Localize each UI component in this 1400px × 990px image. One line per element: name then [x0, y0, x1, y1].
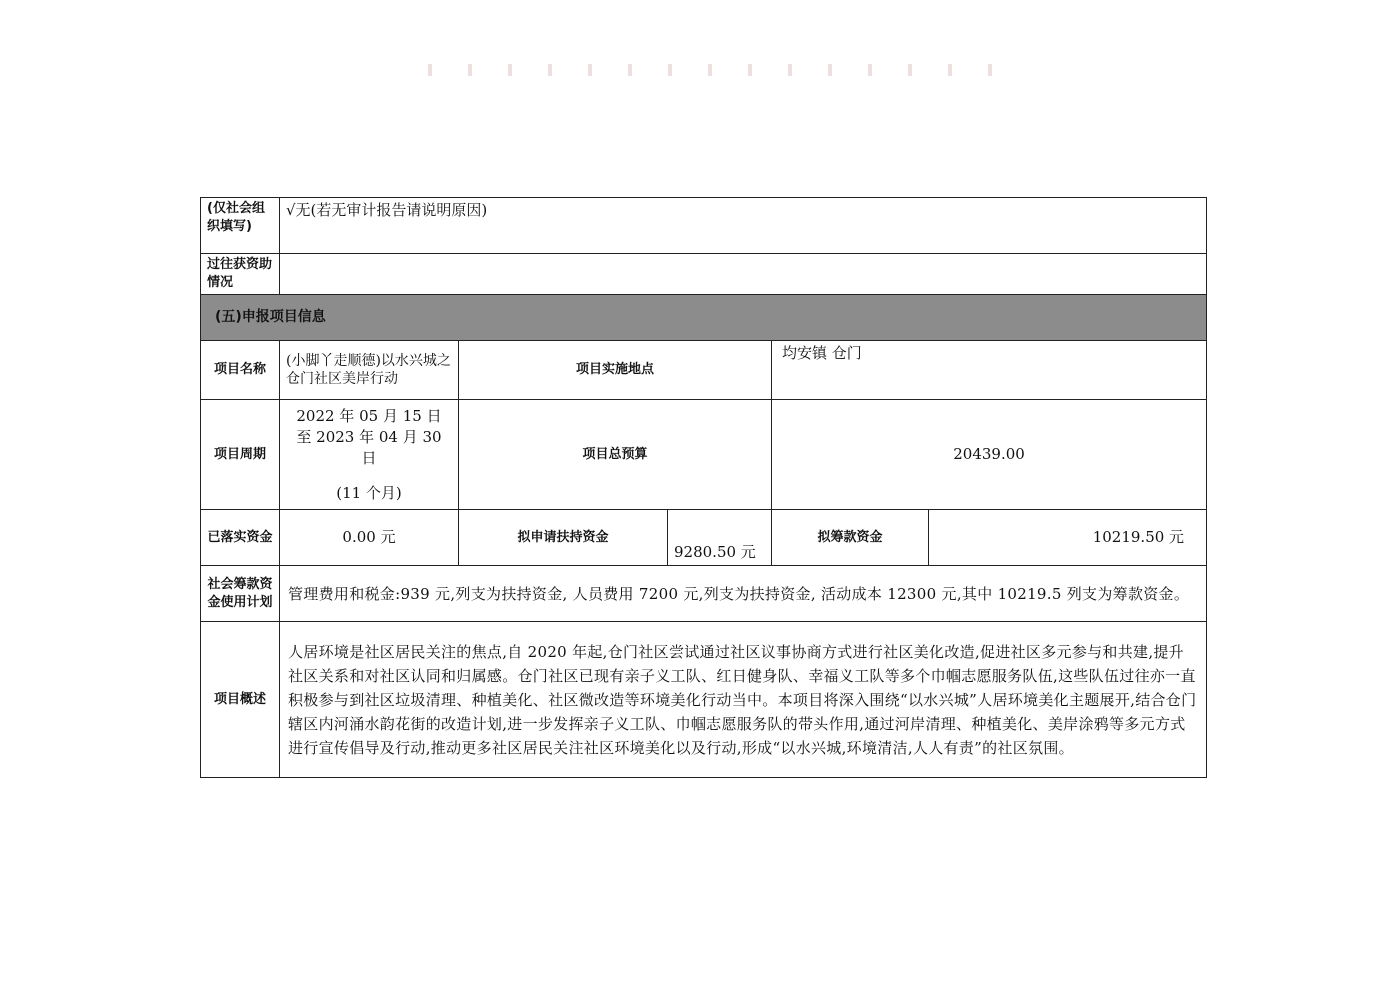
project-info-table: [200, 197, 1207, 778]
overview-row: [201, 622, 1207, 778]
total-budget-label: 项目总预算: [459, 400, 772, 510]
audit-label: (仅社会组织填写): [201, 198, 280, 254]
audit-value: √无(若无审计报告请说明原因): [280, 198, 1207, 254]
location-value: 均安镇 仓门: [772, 341, 1207, 400]
period-row: [201, 400, 1207, 510]
secured-label: 已落实资金: [201, 510, 280, 566]
secured-value: 0.00 元: [280, 510, 459, 566]
fundraise-label: 拟筹款资金: [772, 510, 929, 566]
support-apply-value: 9280.50 元: [668, 510, 772, 566]
overview-label: 项目概述: [201, 622, 280, 778]
period-cell: [280, 400, 459, 510]
period-duration: (11 个月): [336, 483, 402, 502]
overview-value: 人居环境是社区居民关注的焦点,自 2020 年起,仓门社区尝试通过社区议事协商方式进行社区美化改造,促进社区多元参与和共建,提升社区关系和对社区认同和归属感。仓门社区已现有亲子义工队、红日健身队、幸福义工队等多个巾帼志愿服务队伍,这些队伍过往亦一直积极参与到社区垃圾清理、种植美化、社区微改造等环境美化行动当中。本项目将深入围绕“以水兴城”人居环境美化主题展开,结合仓门辖区内河涌水韵花街的改造计划,进一步发挥亲子义工队、巾帼志愿服务队的带头作用,通过河岸清理、种植美化、美岸涂鸦等多元方式进行宣传倡导及行动,推动更多社区居民关注社区环境美化以及行动,形成“以水兴城,环境清洁,人人有责”的社区氛围。: [280, 622, 1207, 778]
past-funding-value: [280, 254, 1207, 295]
past-funding-label: 过往获资助情况: [201, 254, 280, 295]
project-name-label: 项目名称: [201, 341, 280, 400]
fundraise-value: 10219.50 元: [929, 510, 1207, 566]
fund-plan-value: 管理费用和税金:939 元,列支为扶持资金, 人员费用 7200 元,列支为扶持资金, 活动成本 12300 元,其中 10219.5 列支为筹款资金。: [280, 566, 1207, 622]
scan-noise: [410, 64, 1010, 76]
fund-plan-label: 社会筹款资金使用计划: [201, 566, 280, 622]
section-title: (五)申报项目信息: [201, 295, 1207, 341]
total-budget-value: 20439.00: [772, 400, 1207, 510]
fund-plan-row: [201, 566, 1207, 622]
period-dates: 2022 年 05 月 15 日 至 2023 年 04 月 30 日: [296, 406, 442, 467]
project-name-row: [201, 341, 1207, 400]
past-funding-row: [201, 254, 1207, 295]
support-apply-label: 拟申请扶持资金: [459, 510, 668, 566]
project-name-value: (小脚丫走顺德)以水兴城之仓门社区美岸行动: [280, 341, 459, 400]
period-label: 项目周期: [201, 400, 280, 510]
audit-row: [201, 198, 1207, 254]
funds-row: [201, 510, 1207, 566]
location-label: 项目实施地点: [459, 341, 772, 400]
section-header-row: [201, 295, 1207, 341]
